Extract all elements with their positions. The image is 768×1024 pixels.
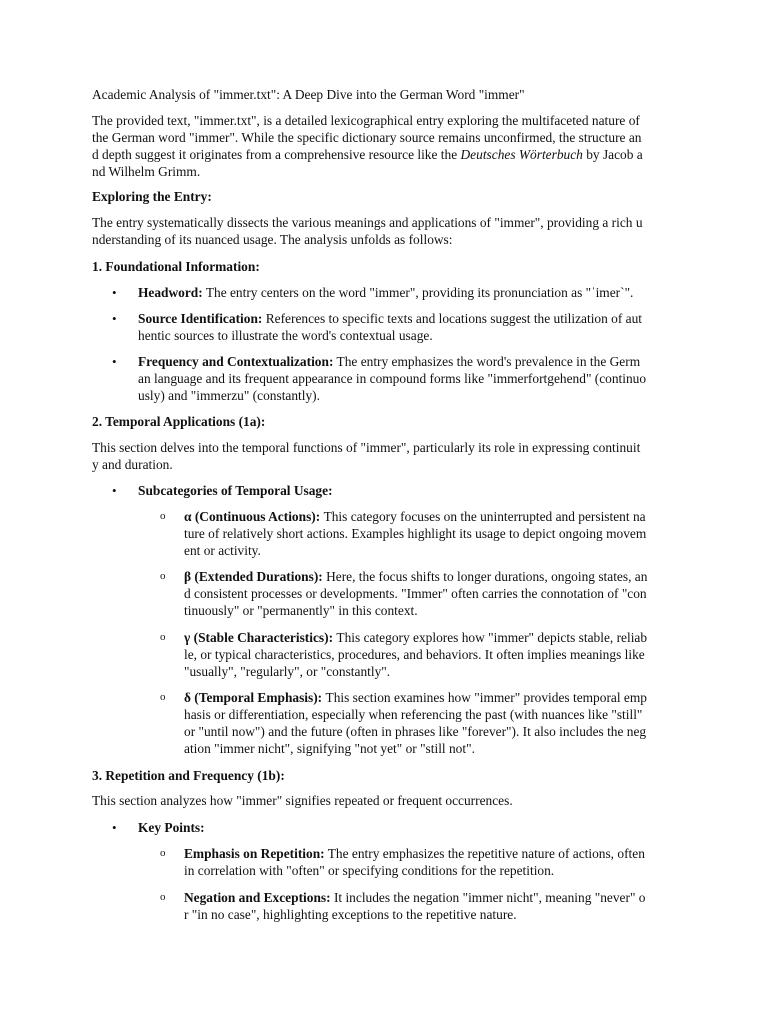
bullet-icon: • bbox=[112, 285, 117, 300]
intro-line-4: nd Wilhelm Grimm. bbox=[92, 164, 201, 180]
item-label: Key Points: bbox=[138, 820, 205, 835]
item-text: hentic sources to illustrate the word's contextual usage. bbox=[138, 328, 433, 344]
intro-line-3-tail: by Jacob a bbox=[582, 147, 643, 163]
section-1-heading: 1. Foundational Information: bbox=[92, 259, 260, 274]
item-text: r "in no case", highlighting exceptions to the repetitive nature. bbox=[184, 907, 517, 923]
item-label: Source Identification: bbox=[138, 311, 263, 326]
circle-bullet-icon: o bbox=[160, 691, 166, 703]
source-title: Deutsches Wörterbuch bbox=[460, 147, 583, 163]
section-2-line-1: This section delves into the temporal functions of "immer", particularly its role in expressing continuit bbox=[92, 440, 641, 455]
intro-line-2: the German word "immer". While the specific dictionary source remains unconfirmed, the structure an bbox=[92, 130, 642, 146]
item-text: This section examines how "immer" provides temporal emp bbox=[325, 690, 647, 705]
bullet-icon: • bbox=[112, 354, 117, 369]
circle-bullet-icon: o bbox=[160, 847, 166, 859]
exploring-paragraph bbox=[92, 214, 678, 248]
item-label: Frequency and Contextualization: bbox=[138, 354, 334, 369]
bullet-icon: • bbox=[112, 483, 117, 498]
item-text: ture of relatively short actions. Examples highlight its usage to depict ongoing movem bbox=[184, 526, 647, 542]
item-text: tinuously" or "permanently" in this context. bbox=[184, 603, 418, 619]
item-text: ation "immer nicht", signifying "not yet" or "still not". bbox=[184, 741, 475, 757]
item-text: d consistent processes or developments. "Immer" often carries the connotation of "con bbox=[184, 586, 647, 602]
exploring-line-1: The entry systematically dissects the various meanings and applications of "immer", providing a rich u bbox=[92, 215, 643, 230]
item-label: Emphasis on Repetition: bbox=[184, 846, 325, 861]
item-text: or "until now") and the future (often in phrases like "forever"). It also includes the neg bbox=[184, 724, 647, 740]
item-text: This category explores how "immer" depicts stable, reliab bbox=[336, 630, 648, 645]
exploring-heading: Exploring the Entry: bbox=[92, 189, 212, 204]
item-label: Headword: bbox=[138, 285, 203, 300]
item-text: hasis or differentiation, especially when referencing the past (with nuances like "still" bbox=[184, 707, 643, 723]
intro-line-3-text: d depth suggest it originates from a comprehensive resource like the bbox=[92, 147, 461, 163]
item-label: β (Extended Durations): bbox=[184, 569, 323, 584]
circle-bullet-icon: o bbox=[160, 891, 166, 903]
circle-bullet-icon: o bbox=[160, 631, 166, 643]
item-label: Subcategories of Temporal Usage: bbox=[138, 483, 333, 498]
item-text: It includes the negation "immer nicht", meaning "never" o bbox=[333, 890, 646, 905]
item-text: le, or typical characteristics, procedures, and behaviors. It often implies meanings like bbox=[184, 647, 645, 663]
item-text: an language and its frequent appearance in compound forms like "immerfortgehend" (continuo bbox=[138, 371, 647, 387]
item-text: in correlation with "often" or specifying conditions for the repetition. bbox=[184, 863, 555, 879]
circle-bullet-icon: o bbox=[160, 510, 166, 522]
bullet-icon: • bbox=[112, 820, 117, 835]
item-text: The entry emphasizes the word's prevalence in the Germ bbox=[336, 354, 641, 369]
item-label: α (Continuous Actions): bbox=[184, 509, 321, 524]
intro-line-1: The provided text, "immer.txt", is a detailed lexicographical entry exploring the multifaceted nature of bbox=[92, 113, 640, 128]
item-text: ent or activity. bbox=[184, 543, 261, 559]
exploring-line-2: nderstanding of its nuanced usage. The analysis unfolds as follows: bbox=[92, 232, 453, 248]
item-text: This category focuses on the uninterrupted and persistent na bbox=[323, 509, 646, 524]
section-2-line-2: y and duration. bbox=[92, 457, 173, 473]
intro-paragraph bbox=[92, 112, 678, 180]
section-3-paragraph: This section analyzes how "immer" signifies repeated or frequent occurrences. bbox=[92, 793, 513, 808]
item-label: δ (Temporal Emphasis): bbox=[184, 690, 323, 705]
item-text: The entry centers on the word "immer", providing its pronunciation as "ˈimer`". bbox=[205, 285, 634, 300]
item-text: Here, the focus shifts to longer durations, ongoing states, an bbox=[326, 569, 648, 584]
bullet-icon: • bbox=[112, 311, 117, 326]
item-label: γ (Stable Characteristics): bbox=[184, 630, 334, 645]
intro-line-3 bbox=[92, 146, 678, 163]
item-label: Negation and Exceptions: bbox=[184, 890, 331, 905]
circle-bullet-icon: o bbox=[160, 570, 166, 582]
item-text: References to specific texts and locations suggest the utilization of aut bbox=[265, 311, 643, 326]
section-2-heading: 2. Temporal Applications (1a): bbox=[92, 414, 266, 429]
section-2-paragraph bbox=[92, 439, 678, 473]
section-3-heading: 3. Repetition and Frequency (1b): bbox=[92, 768, 285, 783]
item-text: The entry emphasizes the repetitive nature of actions, often bbox=[327, 846, 645, 861]
item-text: usly) and "immerzu" (constantly). bbox=[138, 388, 320, 404]
document-title: Academic Analysis of "immer.txt": A Deep Dive into the German Word "immer" bbox=[92, 87, 525, 102]
item-text: "usually", "regularly", or "constantly". bbox=[184, 664, 391, 680]
